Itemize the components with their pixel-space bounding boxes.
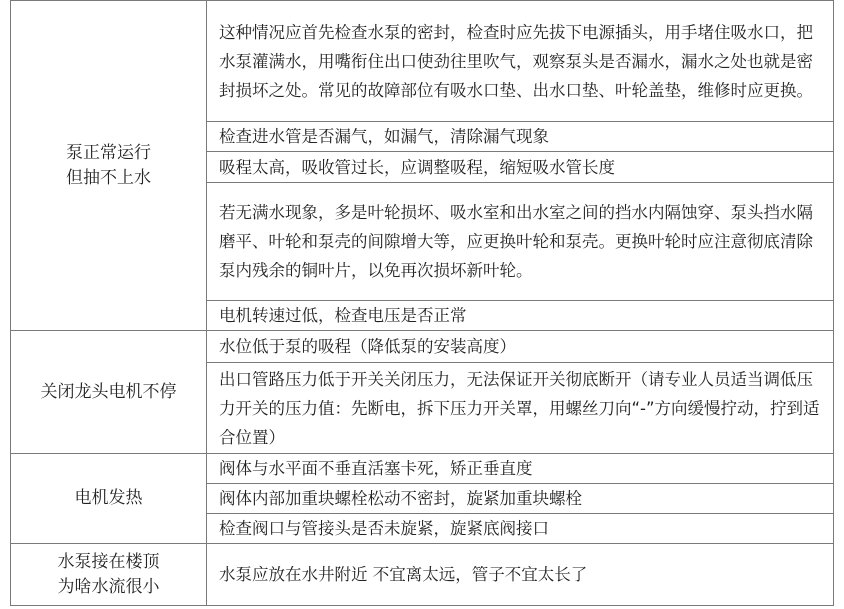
- issue-cell: [11, 454, 207, 544]
- solution-cell: 若无满水现象，多是叶轮损坏、吸水室和出水室之间的挡水内隔蚀穿、泵头挡水隔磨平、叶轮和泵壳的间隙增大等，应更换叶轮和泵壳。更换叶轮时应注意彻底清除泵内残余的铜叶片，以免再次损坏新叶轮。: [207, 183, 834, 301]
- solution-cell: 检查阀口与管接头是否未旋紧，旋紧底阀接口: [207, 514, 834, 544]
- table-row: [11, 1, 834, 122]
- troubleshooting-table: [10, 0, 834, 606]
- issue-label: 泵正常运行 但抽不上水: [66, 142, 151, 188]
- solution-cell: 水泵应放在水井附近 不宜离太远，管子不宜太长了: [207, 544, 834, 606]
- issue-cell: [11, 544, 207, 606]
- table-row: [11, 331, 834, 363]
- solution-cell: 水位低于泵的吸程（降低泵的安装高度）: [207, 331, 834, 363]
- solution-cell: 检查进水管是否漏气，如漏气，清除漏气现象: [207, 122, 834, 152]
- table-row: [11, 454, 834, 484]
- solution-cell: 这种情况应首先检查水泵的密封，检查时应先拔下电源插头，用手堵住吸水口，把水泵灌满水，用嘴衔住出口使劲往里吹气，观察泵头是否漏水，漏水之处也就是密封损坏之处。常见的故障部位有吸水口垫、出水口垫、叶轮盖垫，维修时应更换。: [207, 1, 834, 122]
- issue-label: 水泵接在楼顶 为啥水流很小: [57, 551, 160, 597]
- solution-cell: 出口管路压力低于开关关闭压力，无法保证开关彻底断开（请专业人员适当调低压力开关的压力值：先断电，拆下压力开关罩，用螺丝刀向“-”方向缓慢拧动，拧到适合位置）: [207, 363, 834, 454]
- issue-cell: [11, 331, 207, 454]
- solution-cell: 阀体与水平面不垂直活塞卡死，矫正垂直度: [207, 454, 834, 484]
- issue-label: 电机发热: [74, 488, 143, 508]
- issue-label: 关闭龙头电机不停: [40, 381, 177, 402]
- solution-cell: 电机转速过低，检查电压是否正常: [207, 301, 834, 331]
- solution-cell: 阀体内部加重块螺栓松动不密封，旋紧加重块螺栓: [207, 484, 834, 514]
- table-row: [11, 544, 834, 606]
- issue-cell: [11, 1, 207, 331]
- solution-cell: 吸程太高，吸收管过长，应调整吸程，缩短吸水管长度: [207, 152, 834, 183]
